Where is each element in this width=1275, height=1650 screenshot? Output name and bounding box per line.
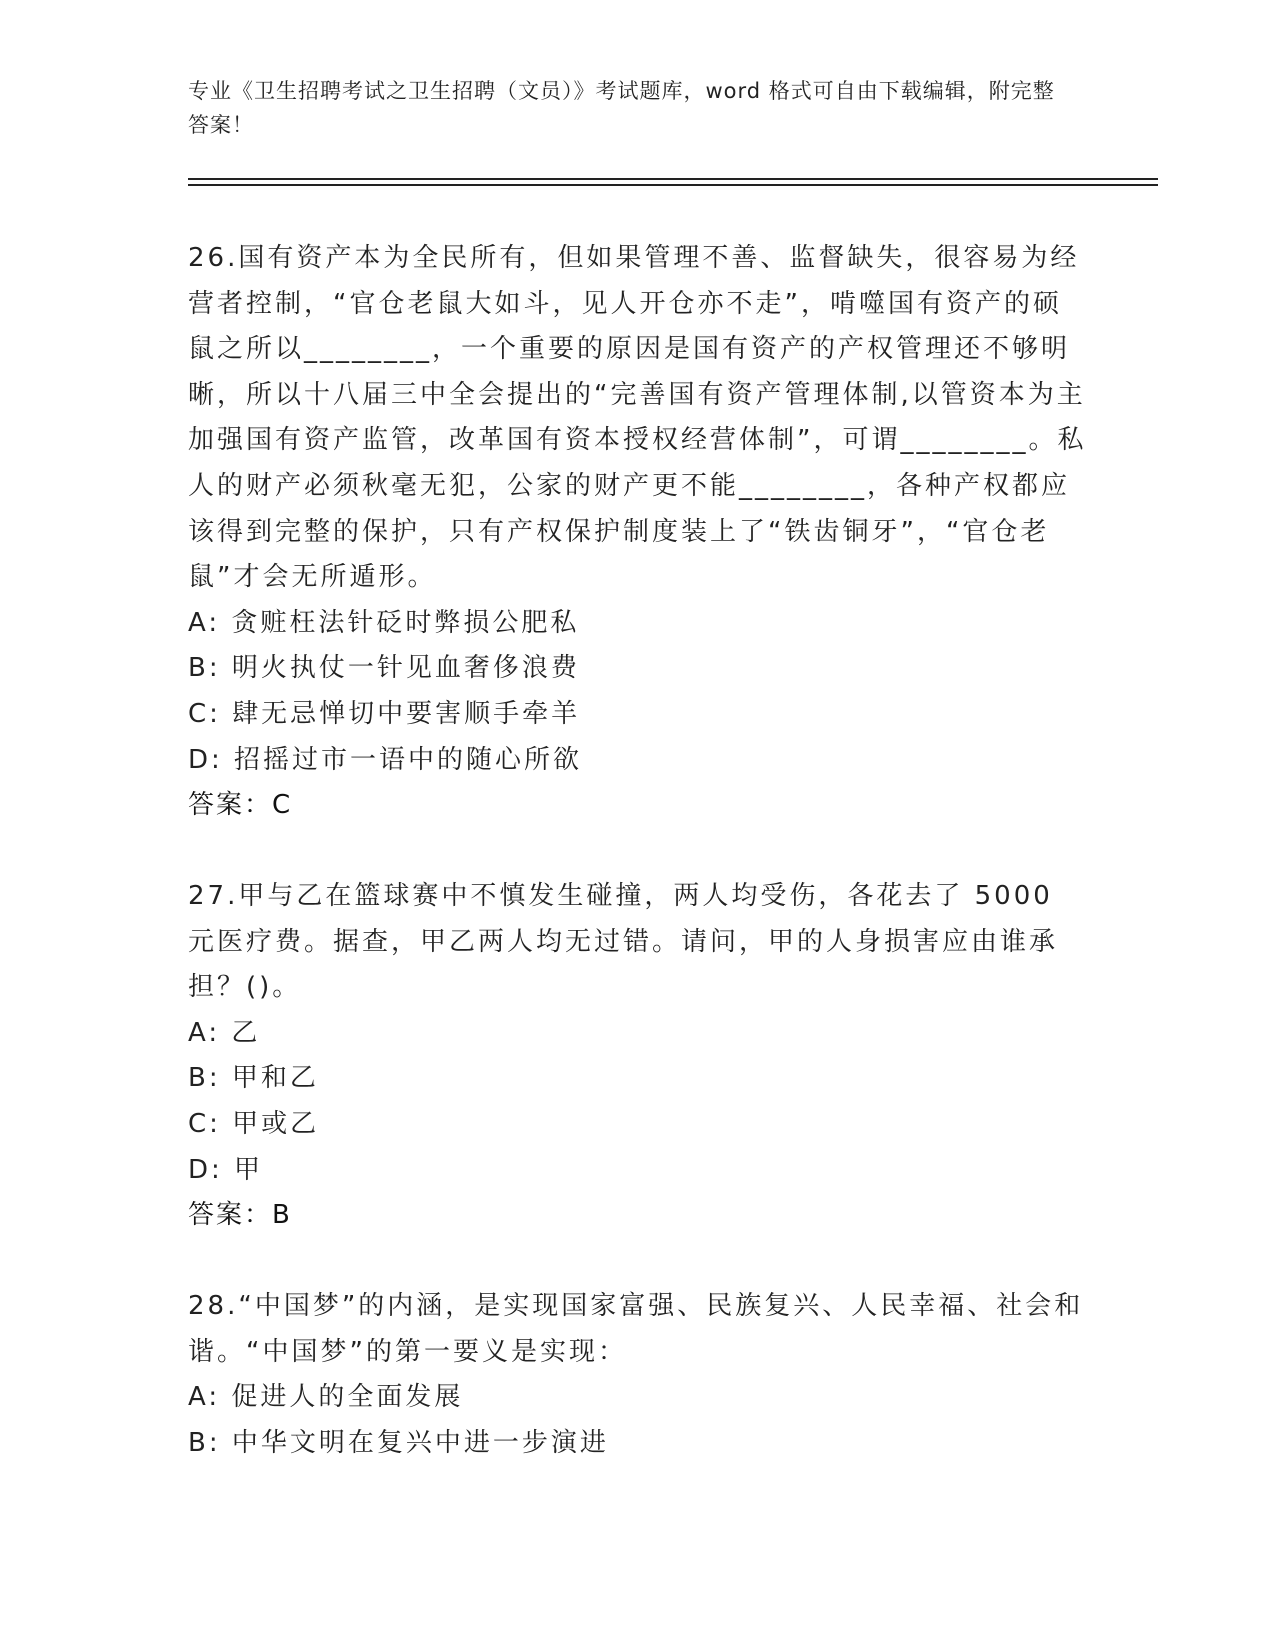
option-c: C: 甲或乙 (188, 1108, 320, 1139)
option-d: D: 招摇过市一语中的随心所欲 (188, 744, 583, 775)
header-divider-top (188, 178, 1158, 180)
answer-label: 答案： (188, 790, 273, 821)
question-stem: 28.“中国梦”的内涵，是实现国家富强、民族复兴、人民幸福、社会和谐。“中国梦”的第一要义是实现： (188, 1291, 1084, 1367)
option-a: A: 促进人的全面发展 (188, 1382, 464, 1413)
question-stem: 27.甲与乙在篮球赛中不慎发生碰撞，两人均受伤，各花去了 5000 元医疗费。据查，甲乙两人均无过错。请问，甲的人身损害应由谁承担？()。 (188, 881, 1059, 1003)
answer-line (188, 783, 1088, 829)
option-b: B: 甲和乙 (188, 1063, 319, 1094)
question-27 (188, 874, 1088, 1239)
answer-line (188, 1193, 1088, 1239)
question-28 (188, 1284, 1088, 1466)
option-c: C: 肆无忌惮切中要害顺手牵羊 (188, 698, 581, 729)
option-a: A: 乙 (188, 1017, 261, 1048)
answer-value: B (272, 1200, 291, 1231)
option-d: D: 甲 (188, 1154, 264, 1185)
option-b: B: 中华文明在复兴中进一步演进 (188, 1427, 609, 1458)
option-b: B: 明火执仗一针见血奢侈浪费 (188, 653, 580, 684)
page-header (188, 74, 1068, 142)
question-stem: 26.国有资产本为全民所有，但如果管理不善、监督缺失，很容易为经营者控制，“官仓老鼠大如斗，见人开仓亦不走”，啃噬国有资产的硕鼠之所以________，一个重要的原因是国有资产的产权管理还不够明晰，所以十八届三中全会提出的“完善国有资产管理体制,以管资本为主加强国有资产监管，改革国有资本授权经营体制”，可谓________。私人的财产必须秋毫无犯，公家的财产更不能________，各种产权都应该得到完整的保护，只有产权保护制度装上了“铁齿铜牙”，“官仓老鼠”才会无所遁形。 (188, 243, 1087, 593)
header-text: 专业《卫生招聘考试之卫生招聘（文员）》考试题库，word 格式可自由下载编辑，附完整答案！ (188, 79, 1055, 137)
option-a: A: 贪赃枉法针砭时弊损公肥私 (188, 607, 580, 638)
answer-label: 答案： (188, 1200, 273, 1231)
answer-value: C (272, 790, 292, 821)
question-26 (188, 236, 1088, 829)
header-divider-bottom (188, 184, 1158, 186)
